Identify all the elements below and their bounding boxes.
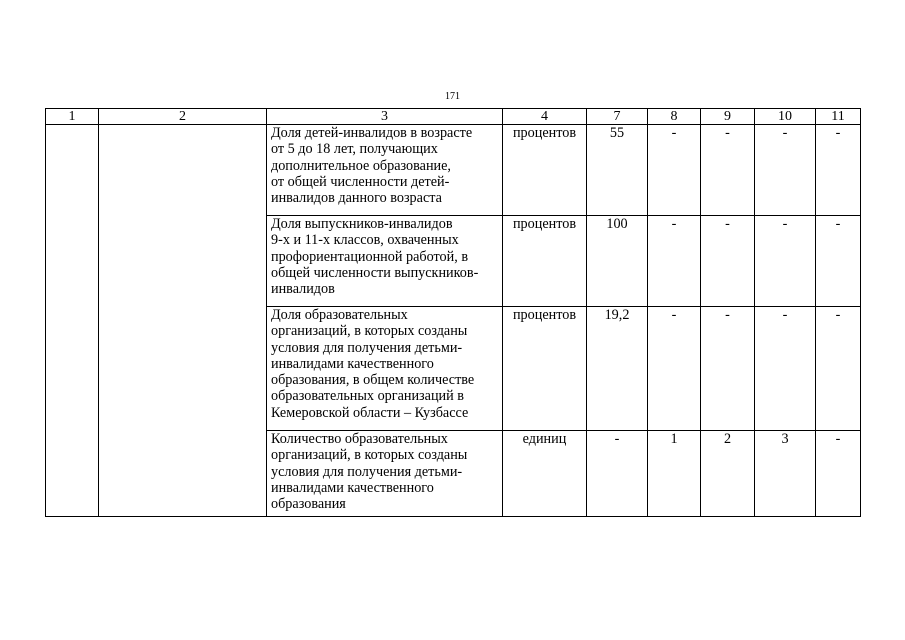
value-col-11: - xyxy=(816,431,861,517)
header-col-9: 9 xyxy=(701,109,755,125)
header-col-10: 10 xyxy=(755,109,816,125)
value-col-7: 55 xyxy=(587,125,648,216)
indicator-description: Доля детей-инвалидов в возрасте от 5 до 18 лет, получающих дополнительное образование, от общей численности детей- инвалидов данного возраста xyxy=(267,125,503,216)
header-col-4: 4 xyxy=(503,109,587,125)
value-col-9: 2 xyxy=(701,431,755,517)
value-col-11: - xyxy=(816,216,861,307)
indicators-table xyxy=(45,108,861,517)
value-col-9: - xyxy=(701,125,755,216)
header-col-8: 8 xyxy=(648,109,701,125)
empty-cell-col-1 xyxy=(46,125,99,517)
value-col-7: 19,2 xyxy=(587,307,648,431)
value-col-9: - xyxy=(701,216,755,307)
value-col-8: - xyxy=(648,125,701,216)
value-col-7: 100 xyxy=(587,216,648,307)
indicator-unit: единиц xyxy=(503,431,587,517)
table-row xyxy=(46,125,861,216)
header-col-7: 7 xyxy=(587,109,648,125)
value-col-10: 3 xyxy=(755,431,816,517)
indicator-description: Доля образовательных организаций, в которых созданы условия для получения детьми- инвалидами качественного образования, в общем количестве образовательных организаций в Кемеровской области – Кузбассе xyxy=(267,307,503,431)
header-col-2: 2 xyxy=(99,109,267,125)
value-col-11: - xyxy=(816,307,861,431)
value-col-10: - xyxy=(755,307,816,431)
header-col-1: 1 xyxy=(46,109,99,125)
page-number: 171 xyxy=(445,91,460,102)
value-col-7: - xyxy=(587,431,648,517)
value-col-8: - xyxy=(648,216,701,307)
table-header-row xyxy=(46,109,861,125)
value-col-10: - xyxy=(755,216,816,307)
indicator-unit: процентов xyxy=(503,216,587,307)
value-col-10: - xyxy=(755,125,816,216)
header-col-11: 11 xyxy=(816,109,861,125)
empty-cell-col-2 xyxy=(99,125,267,517)
indicator-unit: процентов xyxy=(503,307,587,431)
value-col-9: - xyxy=(701,307,755,431)
indicator-description: Количество образовательных организаций, в которых созданы условия для получения детьми- инвалидами качественного образования xyxy=(267,431,503,517)
value-col-11: - xyxy=(816,125,861,216)
indicator-unit: процентов xyxy=(503,125,587,216)
value-col-8: - xyxy=(648,307,701,431)
indicator-description: Доля выпускников-инвалидов 9-х и 11-х классов, охваченных профориентационной работой, в общей численности выпускников- инвалидов xyxy=(267,216,503,307)
value-col-8: 1 xyxy=(648,431,701,517)
header-col-3: 3 xyxy=(267,109,503,125)
